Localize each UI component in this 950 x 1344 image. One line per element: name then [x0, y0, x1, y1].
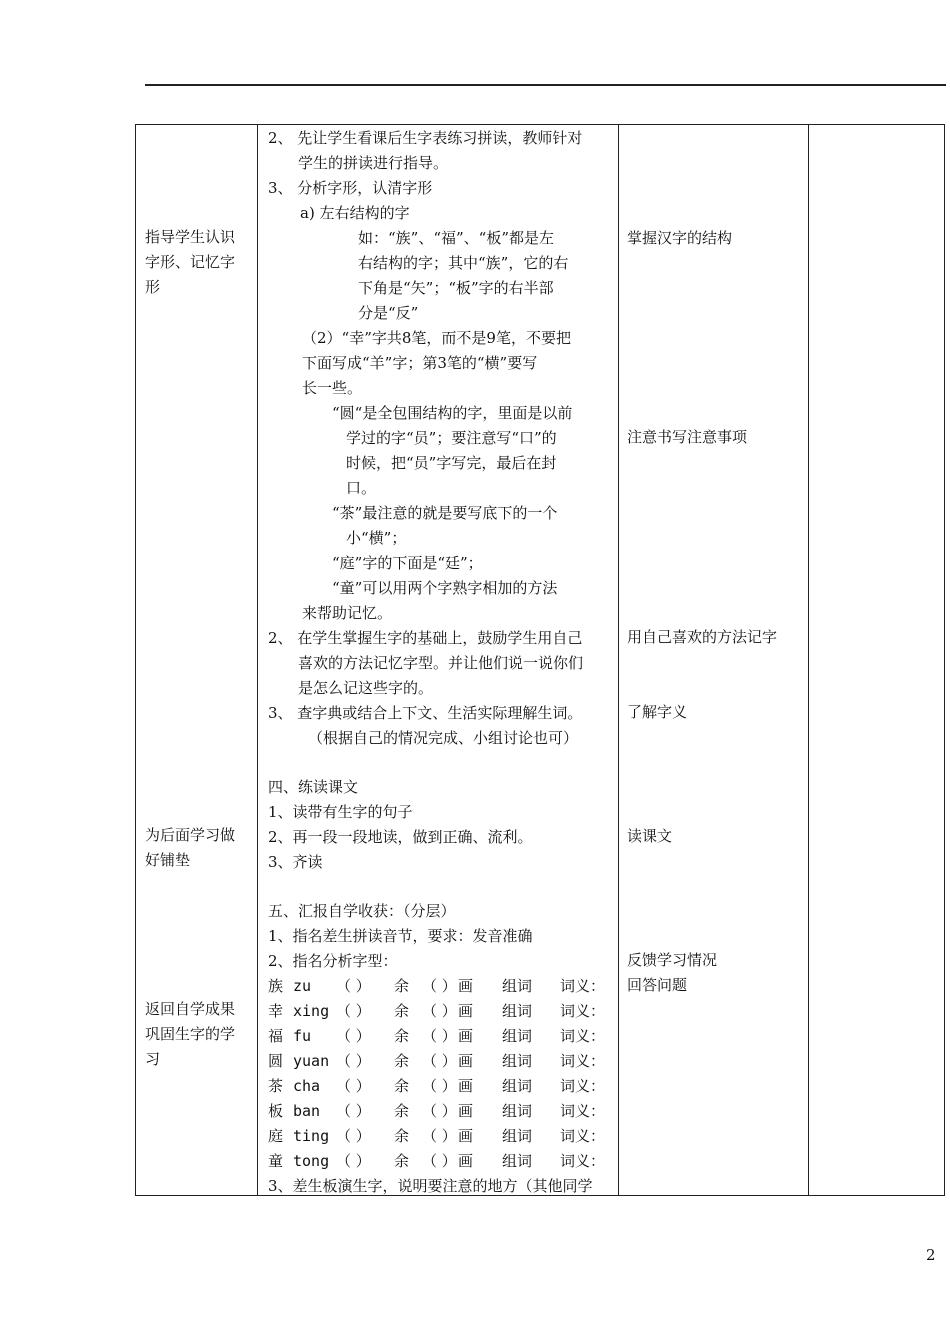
- grid-label-hua: 画: [458, 1127, 474, 1145]
- grid-label-yu: 余: [394, 1152, 410, 1170]
- character: 福: [268, 1027, 284, 1045]
- process-line: 喜欢的方法记忆字型。并让他们说一说你们: [298, 654, 584, 672]
- activity-line: 注意书写注意事项: [627, 428, 748, 446]
- process-line: （根据自己的情况完成、小组讨论也可）: [308, 729, 579, 747]
- activity-line: 回答问题: [627, 976, 688, 994]
- grid-label-paren2: （ ）: [422, 1127, 457, 1145]
- grid-label-ciyi: 词义：: [560, 977, 606, 995]
- grid-label-hua: 画: [458, 1002, 474, 1020]
- column-divider: [257, 125, 258, 1195]
- process-line: “茶”最注意的就是要写底下的一个: [332, 504, 558, 522]
- process-line: a) 左右结构的字: [300, 204, 410, 222]
- process-line: 2、 在学生掌握生字的基础上，鼓励学生用自己: [268, 629, 583, 647]
- grid-label-ciyi: 词义：: [560, 1077, 606, 1095]
- grid-label-ciyi: 词义：: [560, 1052, 606, 1070]
- grid-label-paren2: （ ）: [422, 977, 457, 995]
- process-line: 小“横”；: [346, 529, 407, 547]
- process-line: “童”可以用两个字熟字相加的方法: [332, 579, 558, 597]
- process-line: 四、练读课文: [268, 778, 359, 796]
- activity-line: 掌握汉字的结构: [627, 229, 733, 247]
- grid-label-paren2: （ ）: [422, 1077, 457, 1095]
- process-line: 长一些。: [302, 379, 363, 397]
- grid-label-paren: （ ）: [336, 1052, 371, 1070]
- pinyin: zu: [293, 977, 312, 995]
- process-line: 学过的字“员”；要注意写“口”的: [346, 429, 557, 447]
- pinyin: ban: [293, 1102, 321, 1120]
- process-line: 3、差生板演生字，说明要注意的地方（其他同学: [268, 1177, 593, 1195]
- goal-review-line: 巩固生字的学: [145, 1025, 236, 1043]
- character: 族: [268, 977, 284, 995]
- process-line: 五、汇报自学收获：（分层）: [268, 902, 456, 920]
- grid-label-zuci: 组词: [502, 977, 533, 995]
- goal-review-line: 返回自学成果: [145, 1000, 236, 1018]
- pinyin: tong: [293, 1152, 330, 1170]
- character: 圆: [268, 1052, 284, 1070]
- grid-label-paren: （ ）: [336, 1077, 371, 1095]
- activity-line: 用自己喜欢的方法记字: [627, 628, 778, 646]
- grid-label-yu: 余: [394, 1052, 410, 1070]
- page-number: 2: [926, 1246, 936, 1264]
- grid-label-hua: 画: [458, 977, 474, 995]
- process-line: 来帮助记忆。: [302, 604, 393, 622]
- grid-label-zuci: 组词: [502, 1102, 533, 1120]
- column-divider: [618, 125, 619, 1195]
- process-line: 2、指名分析字型：: [268, 952, 398, 970]
- process-line: 3、齐读: [268, 853, 323, 871]
- grid-label-zuci: 组词: [502, 1152, 533, 1170]
- process-line: 1、读带有生字的句子: [268, 803, 413, 821]
- grid-label-hua: 画: [458, 1152, 474, 1170]
- grid-label-paren: （ ）: [336, 1127, 371, 1145]
- grid-label-ciyi: 词义：: [560, 1152, 606, 1170]
- header-rule: [145, 84, 946, 86]
- character: 幸: [268, 1002, 284, 1020]
- activity-line: 反馈学习情况: [627, 951, 718, 969]
- process-line: 分是“反”: [358, 304, 419, 322]
- process-line: 下角是“矢”；“板”字的右半部: [358, 279, 554, 297]
- pinyin: fu: [293, 1027, 312, 1045]
- grid-label-zuci: 组词: [502, 1077, 533, 1095]
- goal-prep-line: 好铺垫: [145, 851, 191, 869]
- grid-label-paren2: （ ）: [422, 1052, 457, 1070]
- goal-review-line: 习: [145, 1050, 161, 1068]
- process-line: “庭”字的下面是“廷”；: [332, 554, 483, 572]
- grid-label-yu: 余: [394, 1127, 410, 1145]
- character: 童: [268, 1152, 284, 1170]
- grid-label-zuci: 组词: [502, 1127, 533, 1145]
- pinyin: yuan: [293, 1052, 330, 1070]
- process-line: 2、 先让学生看课后生字表练习拼读，教师针对: [268, 129, 583, 147]
- process-line: 口。: [346, 479, 377, 497]
- grid-label-paren: （ ）: [336, 1027, 371, 1045]
- process-line: （2）“幸”字共8笔，而不是9笔，不要把: [302, 329, 571, 347]
- grid-label-paren2: （ ）: [422, 1002, 457, 1020]
- process-line: 下面写成“羊”字；第3笔的“横”要写: [302, 354, 538, 372]
- goal-guide-line: 指导学生认识: [145, 228, 236, 246]
- grid-label-zuci: 组词: [502, 1052, 533, 1070]
- process-line: 右结构的字；其中“族”，它的右: [358, 254, 569, 272]
- process-line: “圆“是全包围结构的字，里面是以前: [332, 404, 573, 422]
- grid-label-hua: 画: [458, 1052, 474, 1070]
- grid-label-paren: （ ）: [336, 1152, 371, 1170]
- grid-label-paren2: （ ）: [422, 1027, 457, 1045]
- grid-label-paren2: （ ）: [422, 1152, 457, 1170]
- pinyin: ting: [293, 1127, 330, 1145]
- column-divider: [808, 125, 809, 1195]
- pinyin: xing: [293, 1002, 330, 1020]
- goal-prep-line: 为后面学习做: [145, 826, 236, 844]
- process-line: 3、 查字典或结合上下文、生活实际理解生词。: [268, 704, 583, 722]
- grid-label-hua: 画: [458, 1077, 474, 1095]
- grid-label-yu: 余: [394, 1102, 410, 1120]
- process-line: 学生的拼读进行指导。: [298, 154, 449, 172]
- activity-line: 了解字义: [627, 703, 688, 721]
- grid-label-paren: （ ）: [336, 977, 371, 995]
- grid-label-zuci: 组词: [502, 1002, 533, 1020]
- grid-label-ciyi: 词义：: [560, 1127, 606, 1145]
- grid-label-hua: 画: [458, 1102, 474, 1120]
- grid-label-yu: 余: [394, 1027, 410, 1045]
- process-line: 如：“族”、“福”、“板”都是左: [358, 229, 555, 247]
- grid-label-ciyi: 词义：: [560, 1027, 606, 1045]
- grid-label-ciyi: 词义：: [560, 1002, 606, 1020]
- process-line: 时候，把“员”字写完，最后在封: [346, 454, 557, 472]
- character: 茶: [268, 1077, 284, 1095]
- grid-label-paren2: （ ）: [422, 1102, 457, 1120]
- grid-label-paren: （ ）: [336, 1002, 371, 1020]
- pinyin: cha: [293, 1077, 321, 1095]
- process-line: 是怎么记这些字的。: [298, 679, 434, 697]
- grid-label-hua: 画: [458, 1027, 474, 1045]
- grid-label-zuci: 组词: [502, 1027, 533, 1045]
- character: 板: [268, 1102, 284, 1120]
- grid-label-paren: （ ）: [336, 1102, 371, 1120]
- process-line: 1、指名差生拼读音节，要求：发音准确: [268, 927, 533, 945]
- grid-label-yu: 余: [394, 1002, 410, 1020]
- lesson-table: [135, 124, 945, 1196]
- goal-guide-line: 字形、记忆字: [145, 253, 236, 271]
- process-line: 2、再一段一段地读，做到正确、流利。: [268, 828, 533, 846]
- process-line: 3、 分析字形，认清字形: [268, 179, 433, 197]
- grid-label-yu: 余: [394, 977, 410, 995]
- goal-guide-line: 形: [145, 278, 161, 296]
- character: 庭: [268, 1127, 284, 1145]
- grid-label-ciyi: 词义：: [560, 1102, 606, 1120]
- grid-label-yu: 余: [394, 1077, 410, 1095]
- activity-line: 读课文: [627, 827, 673, 845]
